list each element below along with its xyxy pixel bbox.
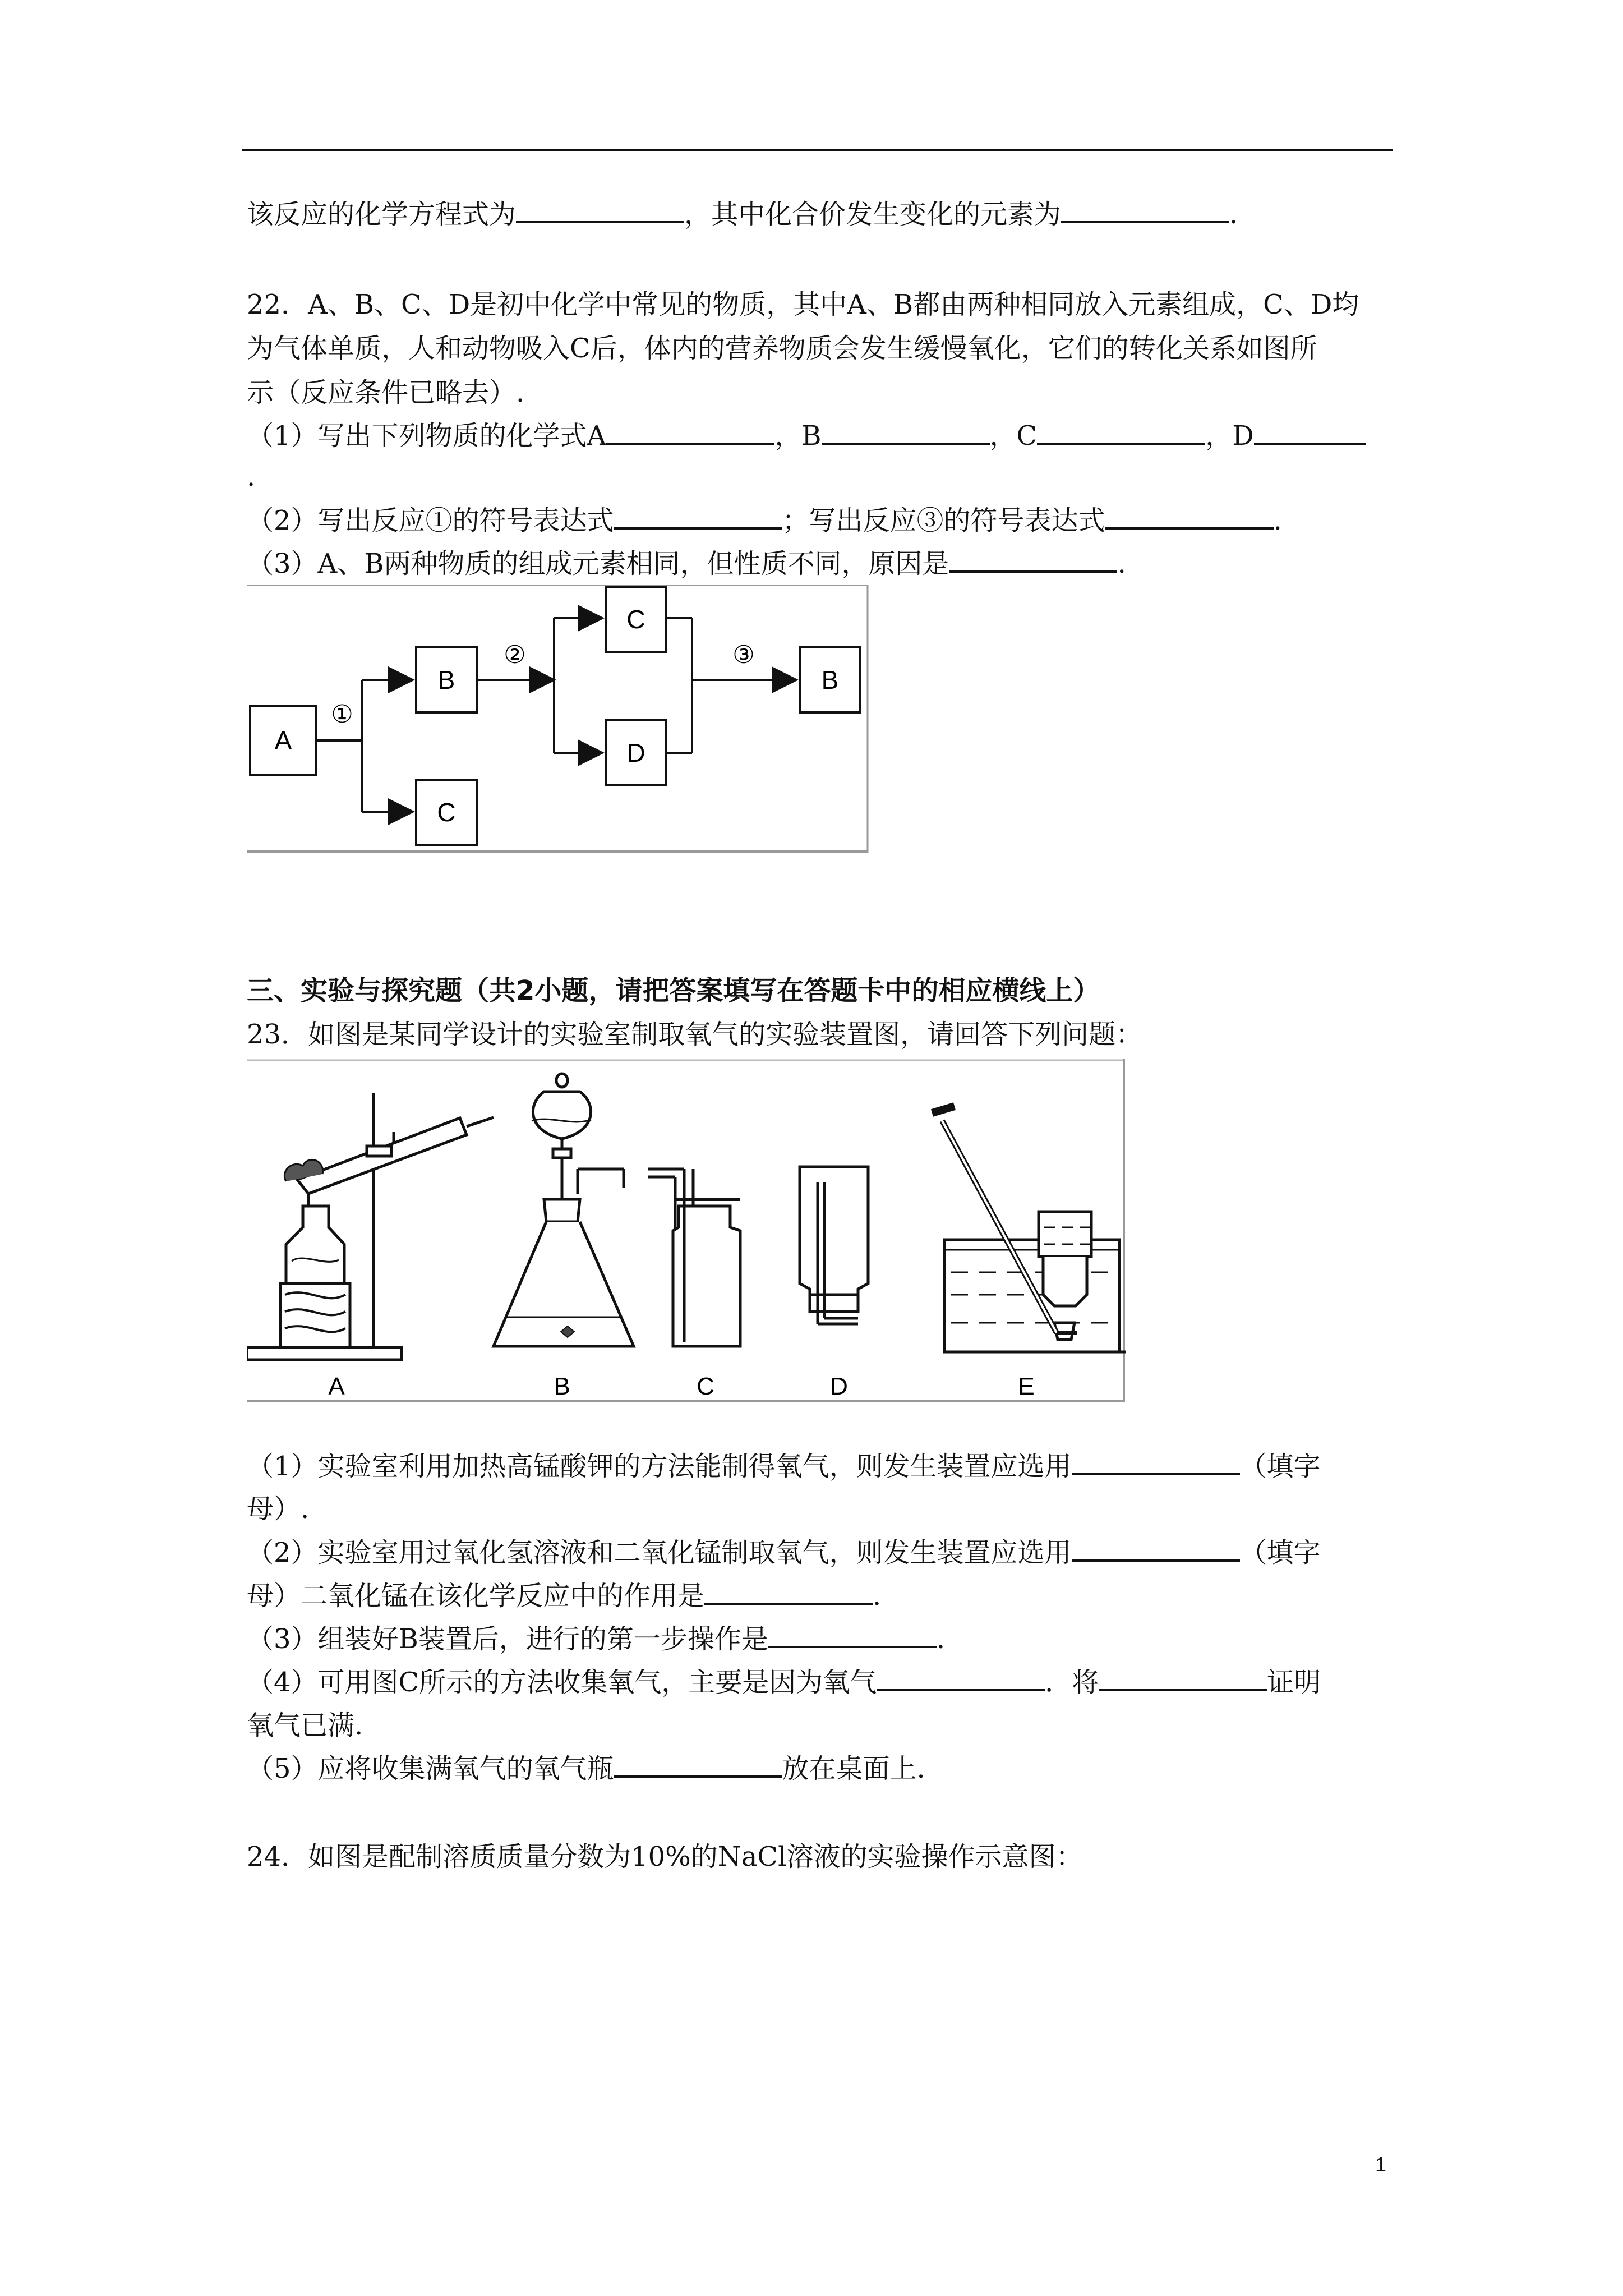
reaction-1-label: ① bbox=[331, 701, 353, 728]
label-B: B bbox=[437, 665, 455, 694]
question-22-text: 22．A、B、C、D是初中化学中常见的物质，其中A、B都由两种相同放入元素组成，C、D均 bbox=[247, 289, 1359, 320]
answer-blank[interactable] bbox=[949, 548, 1117, 573]
answer-blank[interactable] bbox=[877, 1667, 1045, 1691]
box-C-top bbox=[606, 587, 666, 652]
text: （填字 bbox=[1239, 1451, 1321, 1482]
label-apparatus-A: A bbox=[328, 1373, 345, 1400]
box-A bbox=[250, 706, 316, 775]
text: ，其中化合价发生变化的元素为 bbox=[684, 199, 1062, 230]
label-apparatus-E: E bbox=[1018, 1373, 1035, 1400]
text: ；写出反应③的符号表达式 bbox=[782, 505, 1105, 536]
q23-sub1 bbox=[247, 1450, 1321, 1483]
text: ，C bbox=[989, 420, 1038, 452]
text: （填字 bbox=[1239, 1537, 1321, 1568]
answer-blank[interactable] bbox=[704, 1580, 873, 1605]
question-22-text: 为气体单质，人和动物吸入C后，体内的营养物质会发生缓慢氧化，它们的转化关系如图所 bbox=[247, 333, 1317, 364]
answer-blank[interactable] bbox=[516, 199, 684, 223]
text: . bbox=[247, 461, 256, 493]
answer-blank-c[interactable] bbox=[1037, 420, 1205, 445]
answer-blank-d[interactable] bbox=[1254, 420, 1366, 445]
conversion-flow-diagram bbox=[247, 585, 869, 854]
text: （4）可用图C所示的方法收集氧气，主要是因为氧气 bbox=[247, 1667, 877, 1698]
oxygen-apparatus-figure bbox=[247, 1059, 1126, 1404]
q22-sub2 bbox=[247, 504, 1282, 537]
box-B bbox=[416, 647, 477, 712]
text: 母）. bbox=[247, 1493, 310, 1525]
answer-blank-b[interactable] bbox=[822, 420, 990, 445]
answer-blank[interactable] bbox=[1099, 1667, 1267, 1691]
text-line bbox=[247, 197, 1238, 231]
q22-sub3 bbox=[247, 547, 1126, 581]
page-number: 1 bbox=[1375, 2153, 1387, 2176]
text: . bbox=[873, 1580, 882, 1612]
reaction-2-label: ② bbox=[504, 641, 526, 669]
text: ，D bbox=[1205, 420, 1254, 452]
text: 证明 bbox=[1267, 1667, 1321, 1698]
question-24-text: 24．如图是配制溶质质量分数为10%的NaCl溶液的实验操作示意图： bbox=[247, 1841, 1083, 1872]
text: . bbox=[1117, 548, 1126, 579]
text: 母）二氧化锰在该化学反应中的作用是 bbox=[247, 1580, 705, 1612]
label-C: C bbox=[437, 798, 456, 827]
question-23-text: 23．如图是某同学设计的实验室制取氧气的实验装置图，请回答下列问题： bbox=[247, 1019, 1143, 1050]
answer-blank[interactable] bbox=[614, 505, 782, 530]
answer-blank[interactable] bbox=[1072, 1451, 1240, 1475]
text: . bbox=[936, 1623, 946, 1655]
q23-sub5 bbox=[247, 1752, 925, 1786]
label-B: B bbox=[821, 665, 839, 694]
text: . bbox=[1229, 199, 1238, 230]
apparatus-A bbox=[247, 1093, 494, 1360]
answer-blank[interactable] bbox=[1072, 1537, 1240, 1562]
box-C-bottom bbox=[416, 780, 477, 845]
q23-sub3 bbox=[247, 1622, 945, 1656]
answer-blank[interactable] bbox=[768, 1623, 937, 1648]
q23-sub2-cont bbox=[247, 1579, 881, 1613]
header-rule bbox=[242, 149, 1393, 151]
text: （2）实验室用过氧化氢溶液和二氧化锰制取氧气，则发生装置应选用 bbox=[247, 1537, 1072, 1568]
question-22-text: 示（反应条件已略去）. bbox=[247, 377, 525, 408]
text: （2）写出反应①的符号表达式 bbox=[247, 505, 614, 536]
text: （5）应将收集满氧气的氧气瓶 bbox=[247, 1753, 614, 1784]
text: ．将 bbox=[1045, 1667, 1099, 1698]
box-D bbox=[606, 720, 666, 785]
text: （3）A、B两种物质的组成元素相同，但性质不同，原因是 bbox=[247, 548, 949, 579]
apparatus-E bbox=[932, 1106, 1126, 1352]
label-apparatus-C: C bbox=[697, 1373, 714, 1400]
text: 氧气已满. bbox=[247, 1710, 363, 1741]
text: ，B bbox=[774, 420, 822, 452]
text: . bbox=[1273, 505, 1282, 536]
label-D: D bbox=[626, 738, 645, 767]
text: 放在桌面上. bbox=[782, 1753, 925, 1784]
label-A: A bbox=[274, 726, 292, 755]
text: 该反应的化学方程式为 bbox=[247, 199, 517, 230]
label-C: C bbox=[626, 605, 645, 634]
q23-sub4 bbox=[247, 1665, 1321, 1699]
apparatus-C bbox=[648, 1169, 740, 1346]
section-3-heading: 三、实验与探究题（共2小题，请把答案填写在答题卡中的相应横线上） bbox=[247, 975, 1100, 1006]
text: （1）实验室利用加热高锰酸钾的方法能制得氧气，则发生装置应选用 bbox=[247, 1451, 1072, 1482]
text: （3）组装好B装置后，进行的第一步操作是 bbox=[247, 1623, 768, 1655]
answer-blank[interactable] bbox=[614, 1753, 782, 1778]
box-B-product bbox=[800, 647, 860, 712]
answer-blank[interactable] bbox=[1061, 199, 1229, 223]
q22-sub1 bbox=[247, 419, 1366, 453]
apparatus-D bbox=[800, 1167, 868, 1324]
answer-blank[interactable] bbox=[1105, 505, 1274, 530]
label-apparatus-D: D bbox=[830, 1373, 848, 1400]
text: （1）写出下列物质的化学式A bbox=[247, 420, 607, 452]
label-apparatus-B: B bbox=[554, 1373, 570, 1400]
apparatus-B bbox=[494, 1074, 634, 1346]
q23-sub2 bbox=[247, 1536, 1321, 1570]
reaction-3-label: ③ bbox=[732, 641, 755, 669]
answer-blank-a[interactable] bbox=[606, 420, 774, 445]
